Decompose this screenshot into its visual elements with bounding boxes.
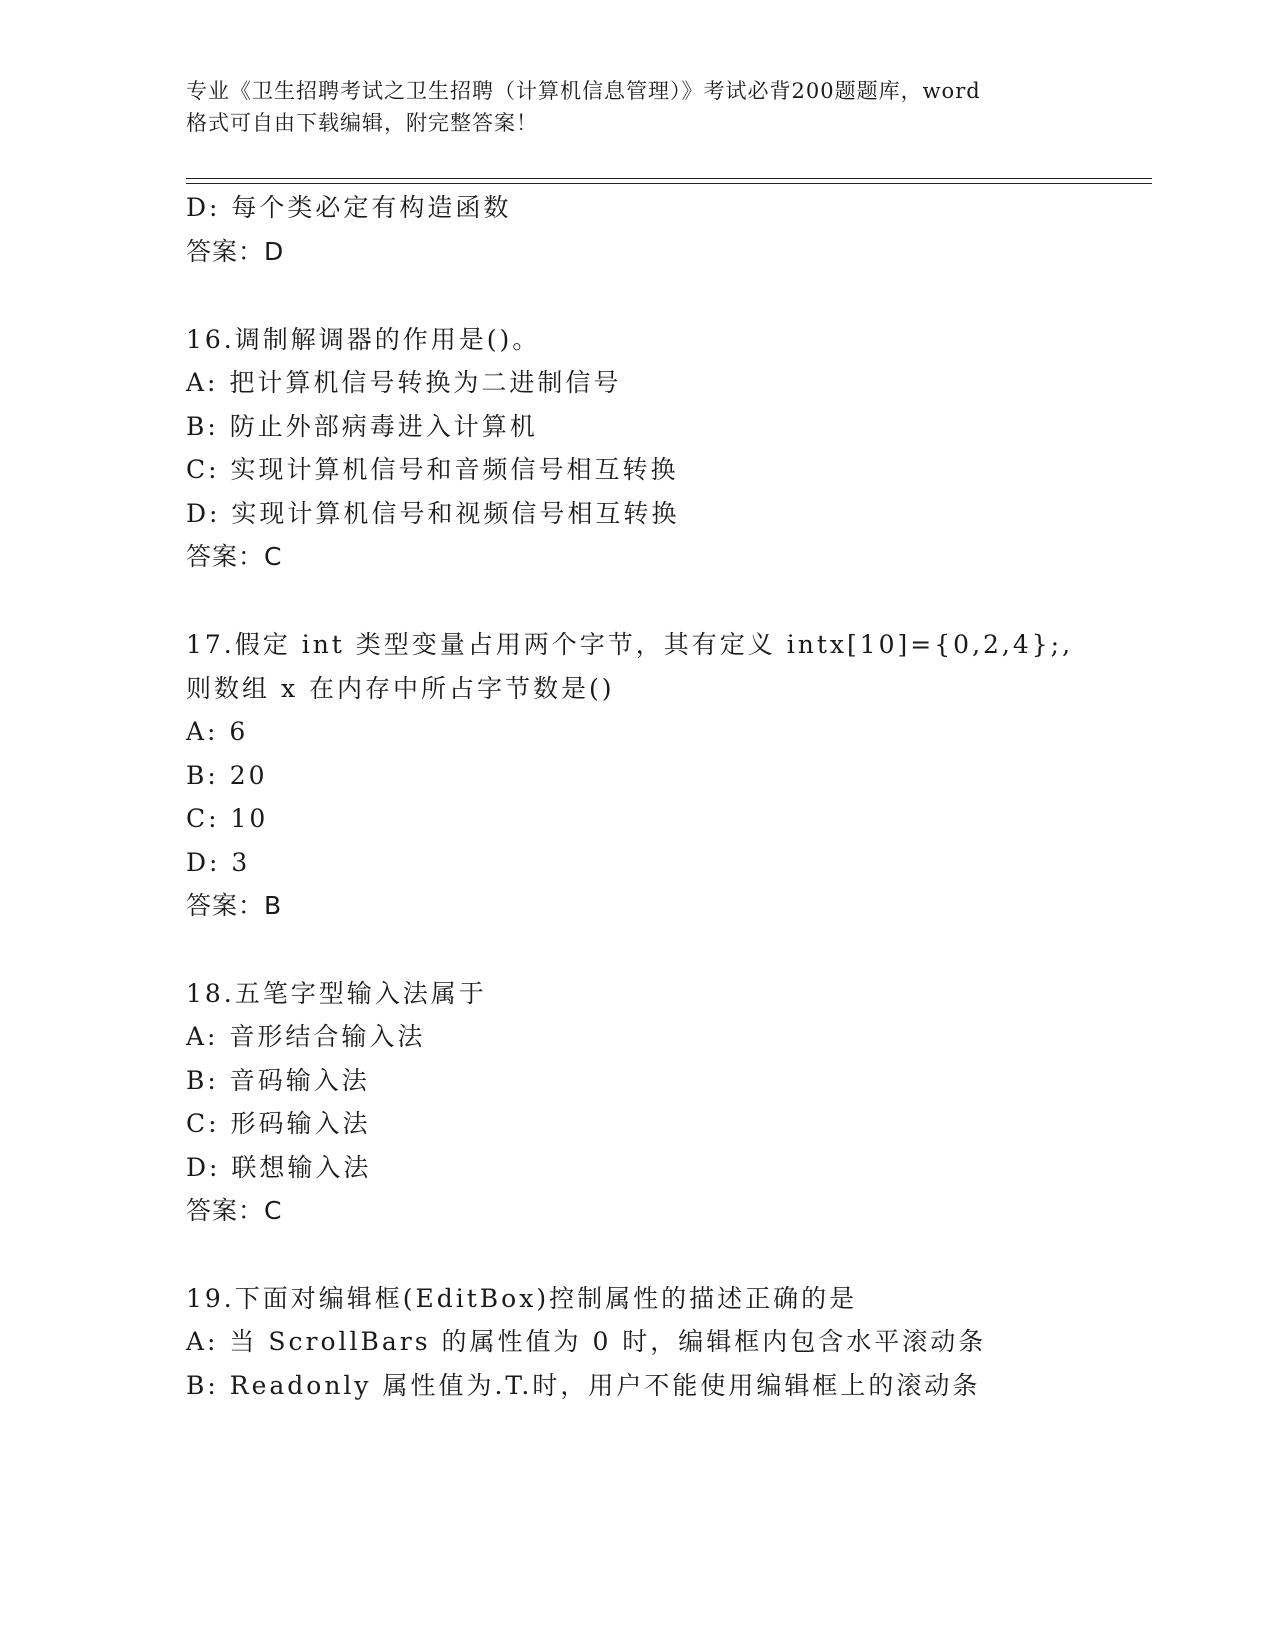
q17-question-line-1: 17.假定 int 类型变量占用两个字节，其有定义 intx[10]={0,2,4};, xyxy=(186,630,1074,659)
header-divider-bottom xyxy=(186,183,1152,184)
q18-option-a: A: 音形结合输入法 xyxy=(186,1022,426,1051)
q17-option-a: A: 6 xyxy=(186,717,249,746)
q16-option-d: D: 实现计算机信号和视频信号相互转换 xyxy=(186,499,680,528)
q17-answer: 答案：B xyxy=(186,891,283,920)
q16-option-a: A: 把计算机信号转换为二进制信号 xyxy=(186,368,622,397)
q18-option-d: D: 联想输入法 xyxy=(186,1153,372,1182)
q16-option-c: C: 实现计算机信号和音频信号相互转换 xyxy=(186,455,679,484)
q17-option-c: C: 10 xyxy=(186,804,269,833)
q16-option-b: B: 防止外部病毒进入计算机 xyxy=(186,412,538,441)
q19-option-b: B: Readonly 属性值为.T.时，用户不能使用编辑框上的滚动条 xyxy=(186,1371,981,1400)
q17-option-d: D: 3 xyxy=(186,848,251,877)
q18-option-b: B: 音码输入法 xyxy=(186,1066,370,1095)
q15-answer: 答案：D xyxy=(186,237,285,266)
q18-option-c: C: 形码输入法 xyxy=(186,1109,371,1138)
q18-question: 18.五笔字型输入法属于 xyxy=(186,979,487,1008)
q19-option-a: A: 当 ScrollBars 的属性值为 0 时，编辑框内包含水平滚动条 xyxy=(186,1327,987,1356)
q16-answer: 答案：C xyxy=(186,542,283,571)
q17-option-b: B: 20 xyxy=(186,761,268,790)
header-divider-top xyxy=(186,178,1152,179)
header-line-1: 专业《卫生招聘考试之卫生招聘（计算机信息管理）》考试必背200题题库，word xyxy=(186,79,981,103)
q15-option-d: D: 每个类必定有构造函数 xyxy=(186,193,512,222)
document-header xyxy=(186,75,1086,139)
header-line-2: 格式可自由下载编辑，附完整答案！ xyxy=(186,111,538,135)
q19-question: 19.下面对编辑框(EditBox)控制属性的描述正确的是 xyxy=(186,1284,858,1313)
q17-question-line-2: 则数组 x 在内存中所占字节数是() xyxy=(186,674,615,703)
q16-question: 16.调制解调器的作用是()。 xyxy=(186,325,541,354)
q18-answer: 答案：C xyxy=(186,1196,283,1225)
